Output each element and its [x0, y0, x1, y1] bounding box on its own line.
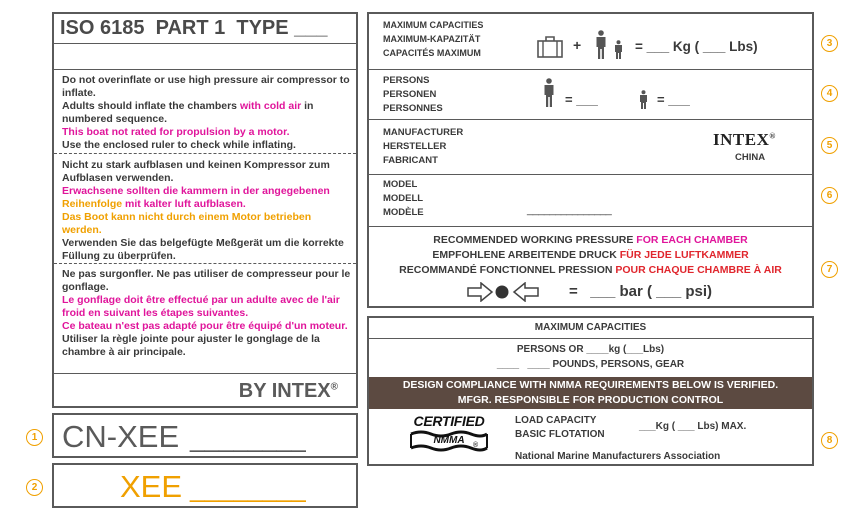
made-in-country: CHINA [735, 152, 766, 163]
xee-code-blank: ________ [190, 473, 306, 503]
english-instructions: Do not overinflate or use high pressure air compressor to inflate. Adults should inflate the chambers with cold air in numbered sequence. This boat not rated for propulsion by a motor. Use the enclosed ruler to check while inflating. [62, 74, 350, 151]
load-flotation-labels: LOAD CAPACITY BASIC FLOTATION [515, 415, 605, 440]
child-person-icon [639, 90, 648, 110]
callout-1: 1 [26, 429, 43, 446]
pressure-labels: RECOMMENDED WORKING PRESSURE FOR EACH CHAMBER EMPFOHLENE ARBEITENDE DRUCK FÜR JEDE LUFTKAMMER RECOMMANDÉ FONCTIONNEL PRESSION POUR CHAQUE CHAMBRE À AIR [399, 234, 782, 276]
xee-code-box [52, 463, 358, 508]
callout-3: 3 [821, 35, 838, 52]
callout-7: 7 [821, 261, 838, 278]
callout-4: 4 [821, 85, 838, 102]
callout-6: 6 [821, 187, 838, 204]
adult-count: = ___ [565, 92, 598, 107]
right-capacity-panel [367, 12, 814, 308]
german-instructions: Nicht zu stark aufblasen und keinen Kompressor zum Aufblasen verwenden. Erwachsene sollten die kammern in der angegebenen Reihenfolge mit kalter luft aufblasen. Das Boot kann nicht durch einem Motor betrieben werden. Verwenden Sie das belgefügte Meßgerät um die korrekte Füllung zu überprüfen. [62, 159, 344, 262]
plus-sign: + [573, 37, 582, 53]
cn-code: CN-XEE [62, 419, 180, 454]
left-warning-panel [52, 12, 358, 408]
model-blank: _______________ [527, 204, 612, 216]
max-capacity-value: = ___ Kg ( ___ Lbs) [635, 39, 758, 54]
max-capacities-labels: MAXIMUM CAPACITIES MAXIMUM-KAPAZITÄT CAPACITÉS MAXIMUM [383, 20, 484, 58]
adult-person-icon [595, 30, 607, 60]
pounds-capacity-line: ____ ____ POUNDS, PERSONS, GEAR [496, 359, 685, 370]
load-capacity-value: ___Kg ( ___ Lbs) MAX. [639, 421, 747, 432]
child-count: = ___ [657, 92, 690, 107]
nmma-association-name: National Marine Manufacturers Association [515, 451, 721, 462]
callout-8: 8 [821, 432, 838, 449]
model-labels: MODEL MODELL MODÈLE [383, 179, 424, 218]
adult-person-icon [543, 78, 555, 108]
compliance-band: DESIGN COMPLIANCE WITH NMMA REQUIREMENTS BELOW IS VERIFIED. MFGR. RESPONSIBLE FOR PRODUCTION CONTROL [369, 377, 812, 409]
child-person-icon [614, 40, 623, 60]
by-intex-label: BY INTEX® [238, 380, 338, 402]
nmma-panel: MAXIMUM CAPACITIES PERSONS OR ____kg (___Lbs) ____ ____ POUNDS, PERSONS, GEAR DESIGN COMPLIANCE WITH NMMA REQUIREMENTS BELOW IS VERIFIED. MFGR. RESPONSIBLE FOR PRODUCTION CONTROL CERTIFIED NMMA ® LOAD CAPACITY BASIC FLOTATION ___Kg ( ___ Lbs) MAX. National Marine Manufacturers Association [367, 316, 814, 466]
pressure-arrows-icon [467, 282, 539, 302]
cn-code-blank: ________ [190, 423, 306, 453]
certified-logo: CERTIFIED NMMA [407, 413, 491, 452]
callout-5: 5 [821, 137, 838, 154]
nmma-header: MAXIMUM CAPACITIES [534, 322, 647, 333]
luggage-icon [537, 36, 563, 58]
intex-logo: INTEX® [713, 130, 776, 149]
persons-capacity-line: PERSONS OR ____kg (___Lbs) [516, 344, 665, 355]
iso-title: ISO 6185 PART 1 TYPE ___ [60, 17, 328, 39]
xee-code: XEE [120, 469, 183, 504]
french-instructions: Ne pas surgonfler. Ne pas utiliser de compresseur pour le gonflage. Le gonflage doit être effectué par un adulte avec de l'air froid en suivant les étapes suivantes. Ce bateau n'est pas adapté pour être équipé d'un moteur. Utiliser la règle jointe pour ajuster le gonglage de la chambre à air principale. [62, 268, 351, 358]
pressure-value: = ___ bar ( ___ psi) [569, 283, 712, 300]
callout-2: 2 [26, 479, 43, 496]
cn-code-box [52, 413, 358, 458]
manufacturer-labels: MANUFACTURER HERSTELLER FABRICANT [383, 127, 464, 166]
persons-labels: PERSONS PERSONEN PERSONNES [383, 75, 443, 114]
